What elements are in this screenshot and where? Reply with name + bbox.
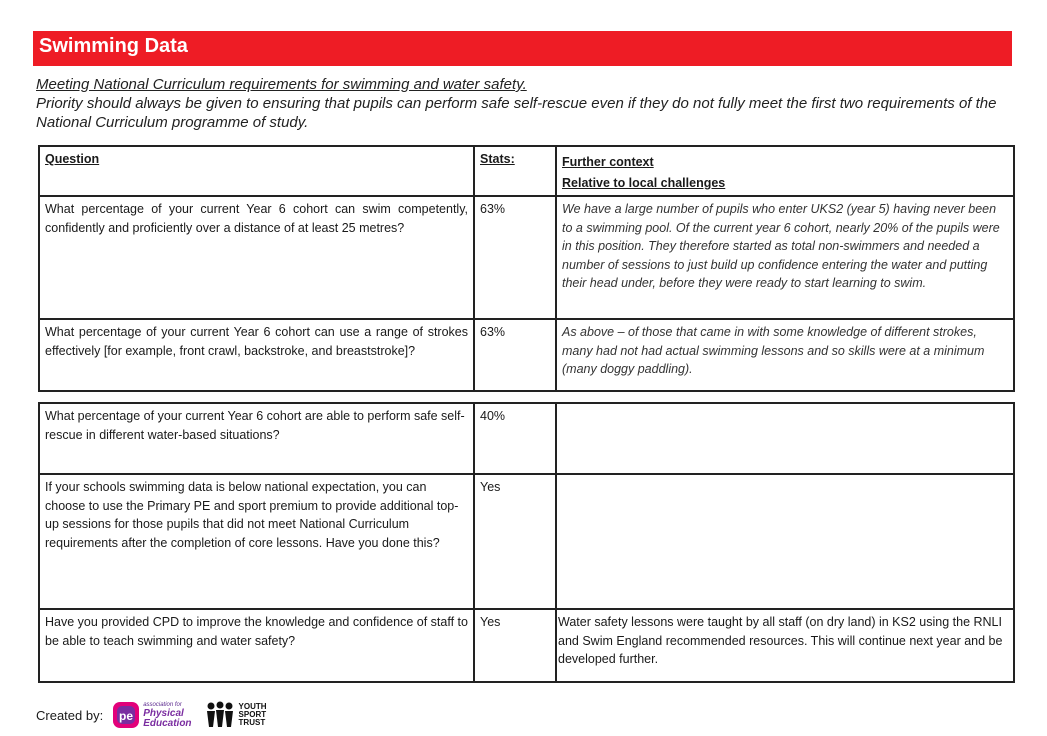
context-header-line2: Relative to local challenges bbox=[562, 175, 726, 190]
section-title-bar bbox=[33, 31, 1012, 66]
question-header: Question bbox=[39, 146, 474, 196]
created-by-label: Created by: bbox=[36, 707, 104, 723]
question-cell: What percentage of your current Year 6 cohort can swim competently, confidently and proficiently over a distance of at least 25 metres? bbox=[39, 196, 474, 319]
yst-wordmark: YOUTH SPORT TRUST bbox=[238, 702, 267, 727]
context-header bbox=[556, 146, 1014, 196]
intro-text: Priority should always be given to ensuring that pupils can perform safe self-rescue even if they do not fully meet the first two requirements of the National Curriculum programme of study. bbox=[36, 95, 997, 131]
question-cell: What percentage of your current Year 6 cohort are able to perform safe self-rescue in different water-based situations? bbox=[39, 403, 474, 474]
question-cell: If your schools swimming data is below national expectation, you can choose to use the Primary PE and sport premium to provide additional top-up sessions for those pupils that did not meet National Curriculum requirements after the completion of core lessons. Have you done this? bbox=[39, 474, 474, 609]
question-cell: Have you provided CPD to improve the knowledge and confidence of staff to be able to teach swimming and water safety? bbox=[39, 609, 474, 682]
section-title: Swimming Data bbox=[39, 35, 188, 57]
context-header-line1: Further context bbox=[562, 155, 654, 169]
stat-cell: Yes bbox=[474, 609, 556, 682]
table-row bbox=[39, 196, 1014, 319]
table-row bbox=[39, 609, 1014, 682]
intro-block bbox=[36, 75, 1006, 132]
pe-logo-icon bbox=[111, 700, 141, 730]
context-cell bbox=[556, 403, 1014, 474]
stat-cell: 40% bbox=[474, 403, 556, 474]
context-cell bbox=[556, 474, 1014, 609]
context-cell: As above – of those that came in with some knowledge of different strokes, many had not had actual swimming lessons and so skills were at a minimum (many doggy paddling). bbox=[556, 319, 1014, 391]
intro-heading: Meeting National Curriculum requirements for swimming and water safety. bbox=[36, 76, 527, 93]
afpe-wordmark: association for Physical Education bbox=[143, 701, 192, 729]
stat-cell: 63% bbox=[474, 319, 556, 391]
swimming-table-top bbox=[38, 145, 1015, 392]
table-header-row bbox=[39, 146, 1014, 196]
stat-cell: 63% bbox=[474, 196, 556, 319]
afpe-logo bbox=[111, 700, 191, 730]
svg-text:pe: pe bbox=[119, 709, 134, 723]
context-cell: Water safety lessons were taught by all staff (on dry land) in KS2 using the RNLI and Swim England recommended resources. This will continue next year and be developed further. bbox=[556, 609, 1014, 682]
stat-cell: Yes bbox=[474, 474, 556, 609]
table-row bbox=[39, 403, 1014, 474]
footer bbox=[36, 697, 267, 733]
table-row bbox=[39, 474, 1014, 609]
people-icon bbox=[204, 701, 236, 729]
stats-header: Stats: bbox=[474, 146, 556, 196]
context-cell: We have a large number of pupils who enter UKS2 (year 5) having never been to a swimming pool. Of the current year 6 cohort, nearly 20% of the pupils were in this position. They therefore started as total non-swimmers and needed a number of sessions to just build up confidence entering the water and putting their head under, before they were ready to start learning to swim. bbox=[556, 196, 1014, 319]
question-cell: What percentage of your current Year 6 cohort can use a range of strokes effectively [for example, front crawl, backstroke, and breaststroke]? bbox=[39, 319, 474, 391]
table-row bbox=[39, 319, 1014, 391]
youth-sport-trust-logo bbox=[204, 701, 267, 729]
swimming-table-bottom bbox=[38, 402, 1015, 683]
